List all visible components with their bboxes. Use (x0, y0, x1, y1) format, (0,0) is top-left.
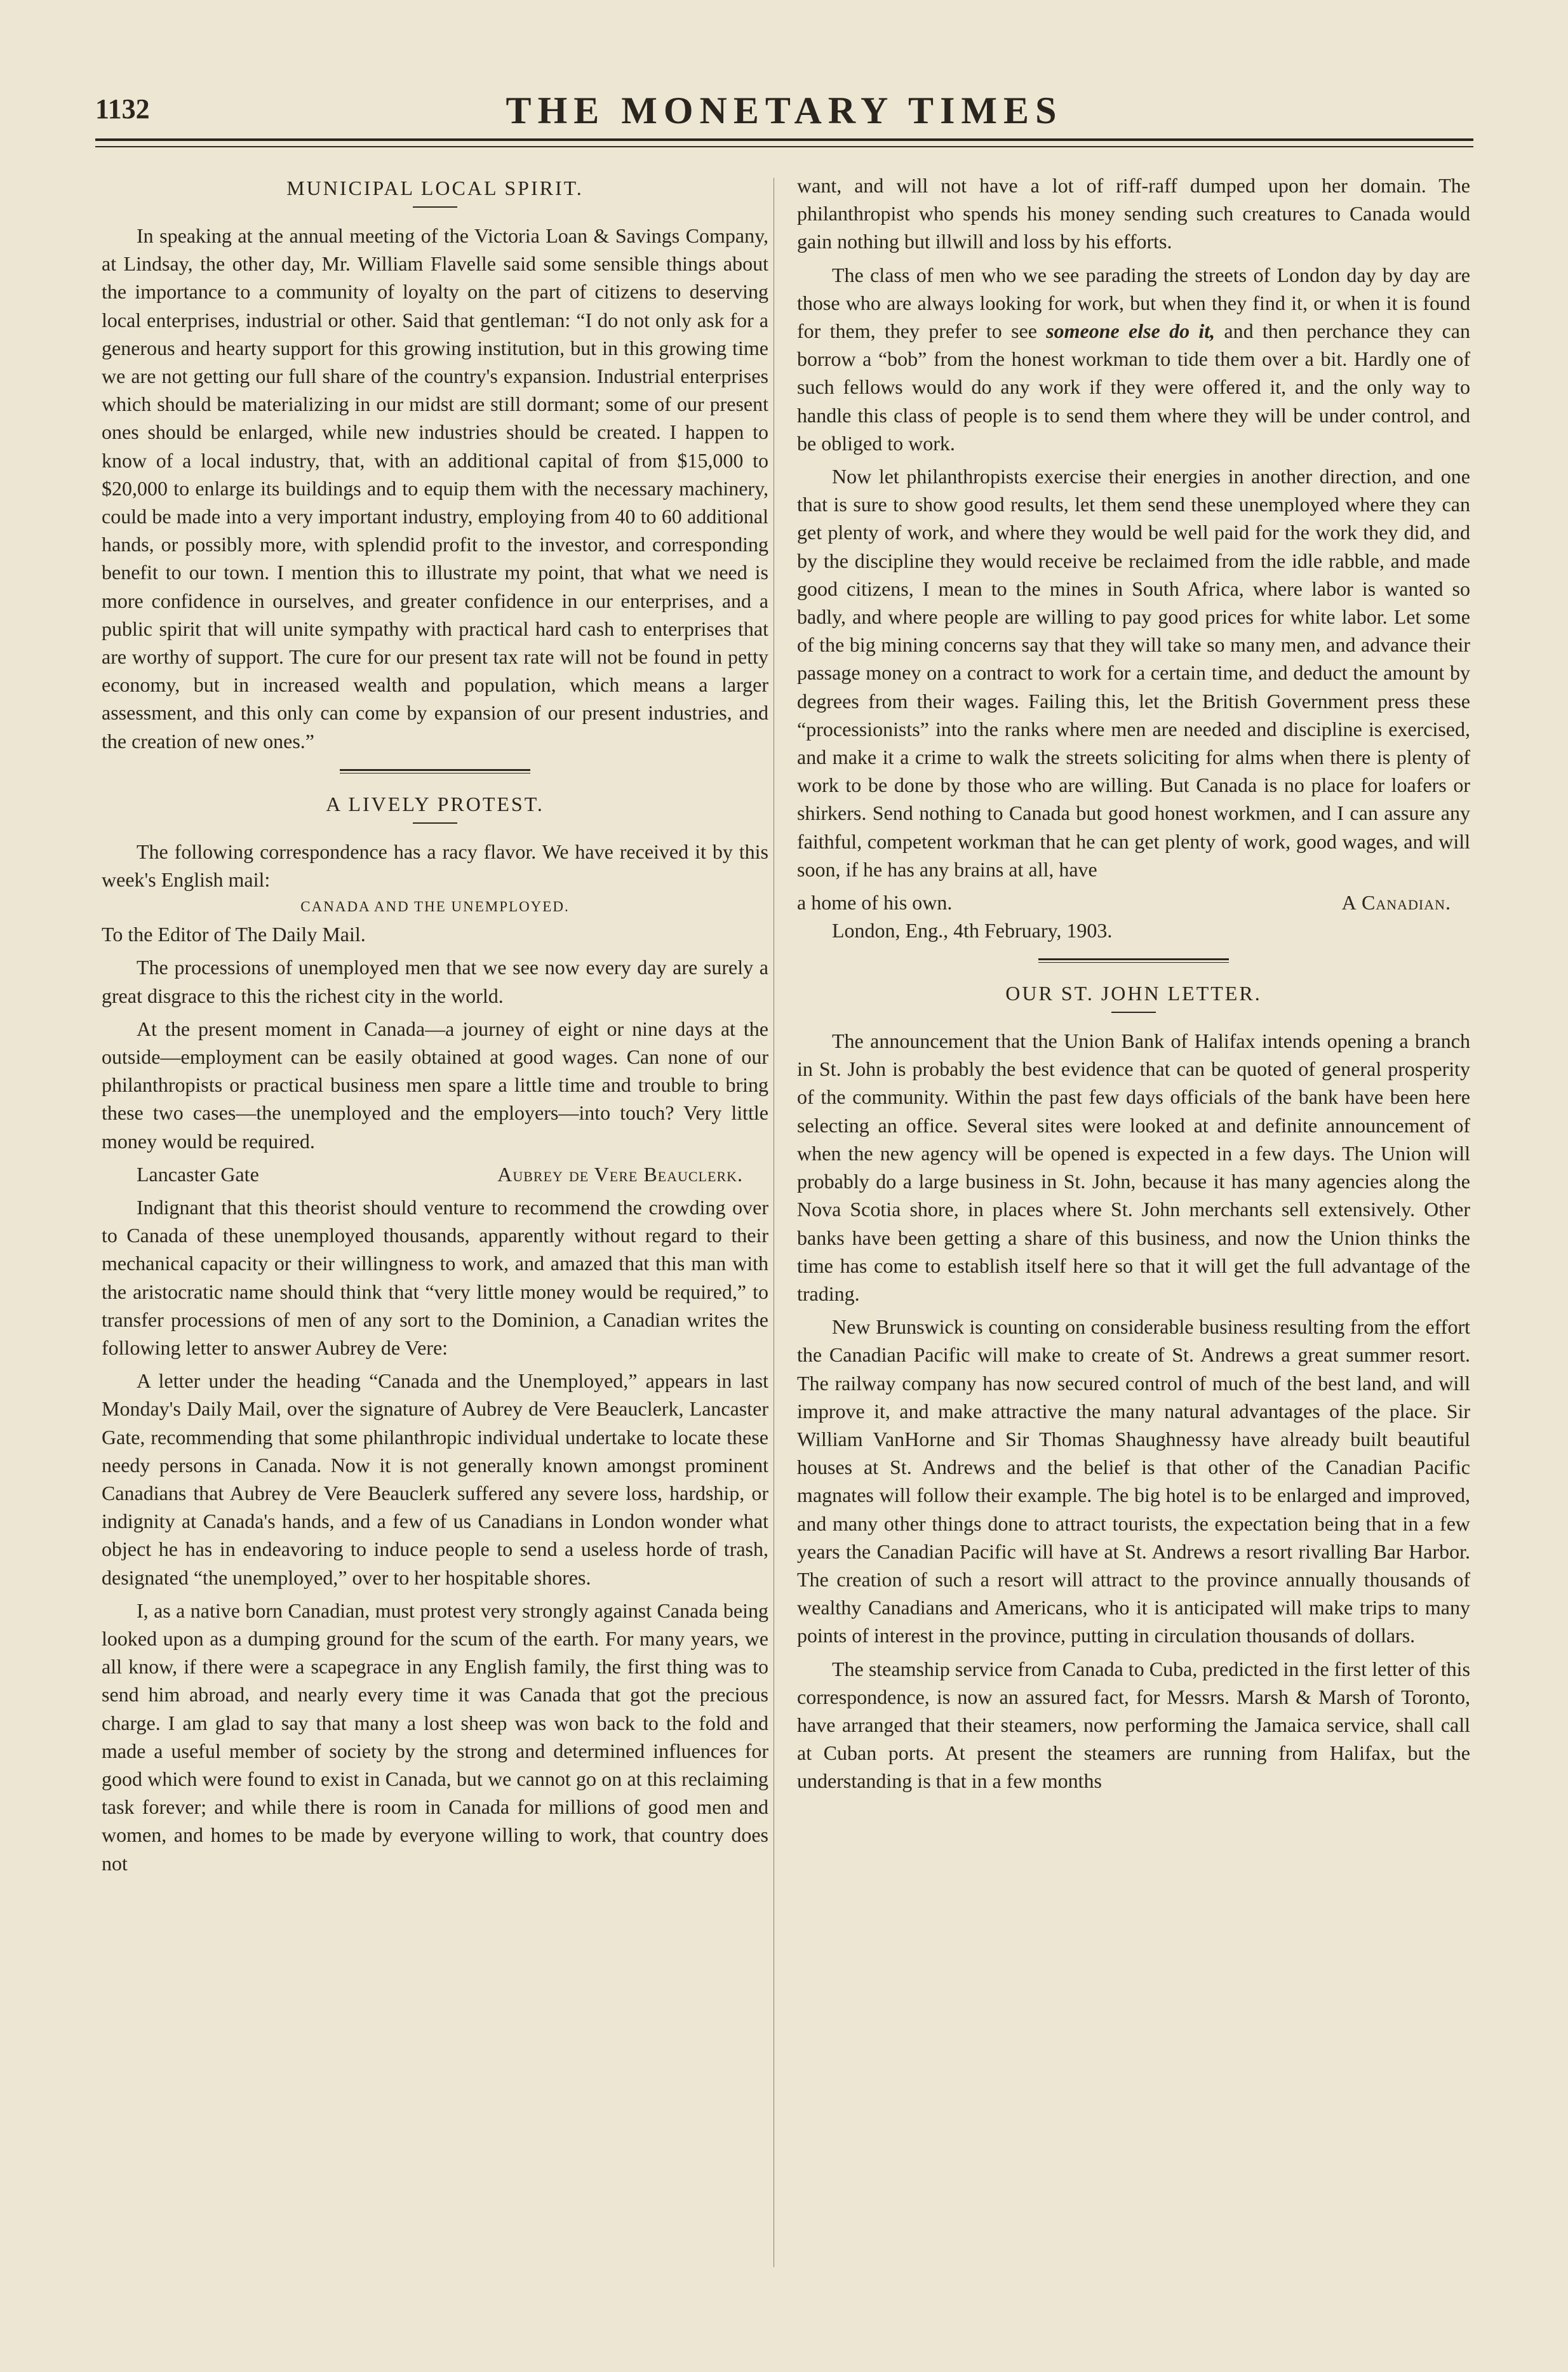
emphasis-text: someone else do it, (1046, 319, 1216, 343)
paragraph-text: and then perchance they can borrow a “bob” from the honest workman to tide them over a bit. Hardly one of such fellows would do any work if they were offered it, and the only way to handle this class of people is to send them where they will be under control, and be obliged to work. (797, 319, 1470, 455)
article-paragraph: Now let philanthropists exercise their energies in another direction, and one that is sure to show good results, let them send these unemployed where they can get plenty of work, and where they would be well paid for the work they did, and by the discipline they would receive be reclaimed from the idle rabble, and made good citizens, I mean to the mines in South Africa, where labor is wanted so badly, and where people are willing to pay good prices for white labor. Let some of the big mining concerns say that they will take so many men, and advance their passage money on a contract to work for a certain time, and deduct the amount by degrees from their wages. Failing this, let the British Government press these “processionists” into the ranks where men are needed and discipline is exercised, and make it a crime to walk the streets soliciting for alms when there is plenty of work to be done by those who are willing. But Canada is no place for loafers or shirkers. Send nothing to Canada but good honest workmen, and I can assure any faithful, competent workman that he can get plenty of work, good wages, and will soon, if he has any brains at all, have (797, 465, 1470, 881)
letter-signature-row (102, 1160, 768, 1188)
heading-rule (413, 822, 457, 824)
article-paragraph: New Brunswick is counting on considerable business resulting from the effort the Canadian Pacific will make to create of St. Andrews a great summer resort. The railway company has now secured control of much of the best land, and will improve it, and make attractive the many natural advantages of the place. Sir William VanHorne and Sir Thomas Shaughnessy have already built beautiful houses at St. Andrews and the belief is that other of the Canadian Pacific magnates will follow their example. The big hotel is to be enlarged and improved, and many other things done to attract tourists, the expectation being that in a few years the Canadian Pacific will have at St. Andrews a resort rivalling Bar Harbor. The creation of such a resort will attract to the province annually thousands of wealthy Canadians and Americans, who it is anticipated will make trips to many points of interest in the province, putting in circulation thousands of dollars. (797, 1315, 1470, 1647)
header-rule-thin (95, 146, 1473, 147)
article-paragraph: The steamship service from Canada to Cuba, predicted in the first letter of this correspondence, is now an assured fact, for Messrs. Marsh & Marsh of Toronto, have arranged that their steamers, now performing the Jamaica service, shall call at Cuban ports. At present the steamers are running from Halifax, but the understanding is that in a few months (797, 1657, 1470, 1793)
article-paragraph: In speaking at the annual meeting of the Victoria Loan & Savings Company, at Lindsay, the other day, Mr. William Flavelle said some sensible things about the importance to a community of loyalty on the part of citizens to deserving local enterprises, industrial or other. Said that gentleman: “I do not only ask for a generous and hearty support for this growing institution, but in this growing time we are not getting our full share of the country's expansion. Industrial enterprises which should be materializing in our midst are still dormant; some of our present ones should be enlarged, while new industries should be created. I happen to know of a local industry, that, with an additional capital of from $15,000 to $20,000 to enlarge its buildings and to equip them with the necessary machinery, could be made into a very important industry, employing from 40 to 60 additional hands, or possibly more, with splendid profit to the investor, and corresponding benefit to our town. I mention this to illustrate my point, that what we need is more confidence in ourselves, and greater confidence in our enterprises, and a public spirit that will unite sympathy with practical hard cash to enterprises that are worthy of support. The cure for our present tax rate will not be found in petty economy, but in increased wealth and population, which means a larger assessment, and this only can come by expansion of our present industries, and the creation of new ones.” (102, 224, 768, 753)
masthead-title: THE MONETARY TIMES (506, 90, 1063, 131)
right-column (797, 171, 1470, 1800)
heading-rule (1111, 1012, 1156, 1013)
letter-salutation: To the Editor of The Daily Mail. (102, 923, 366, 946)
letter-paragraph: At the present moment in Canada—a journey of eight or nine days at the outside—employment can be easily obtained at good wages. Can none of our philanthropists or practical business men spare a little time and trouble to bring these two cases—the unemployed and the employers—into touch? Very little money would be required. (102, 1017, 768, 1153)
article-heading: A LIVELY PROTEST. (326, 792, 544, 815)
letter-subheading: CANADA AND THE UNEMPLOYED. (300, 899, 570, 915)
article-paragraph (797, 261, 1470, 457)
letter-paragraph: The processions of unemployed men that we see now every day are surely a great disgrace to this the richest city in the world. (102, 956, 768, 1007)
article-paragraph: The following correspondence has a racy flavor. We have received it by this week's English mail: (102, 840, 768, 892)
letter-signature: Aubrey de Vere Beauclerk. (497, 1162, 743, 1186)
section-separator (340, 769, 530, 774)
letter-closing-row (797, 888, 1470, 916)
article-heading: MUNICIPAL LOCAL SPIRIT. (286, 177, 584, 199)
paragraph-text: The class of men who we see parading the streets of London day by day are those who are always looking for work, but when they find it, or when it is found for them, they prefer to see (797, 263, 1470, 343)
heading-rule (413, 206, 457, 208)
section-separator (1038, 958, 1229, 963)
article-paragraph: I, as a native born Canadian, must protest very strongly against Canada being looked upon as a dumping ground for the scum of the earth. For many years, we all know, if there were a scapegrace in any English family, the first thing was to send him abroad, and nearly every time it was Canada that got the precious charge. I am glad to say that many a lost sheep was won back to the fold and made a useful member of society by the strong and determined influences for good which were found to exist in Canada, but we cannot go on at this reclaiming task forever; and while there is room in Canada for millions of good men and women, and homes to be made by everyone willing to work, that country does not (102, 1598, 768, 1875)
header-rule (95, 138, 1473, 141)
page-header (95, 89, 1473, 140)
left-column (102, 171, 768, 1882)
letter-place: Lancaster Gate (137, 1162, 259, 1186)
article-paragraph: Indignant that this theorist should venture to recommend the crowding over to Canada of these unemployed thousands, apparently without regard to their mechanical capacity or their willingness to work, and amazed that this man with the aristocratic name should think that “very little money would be required,” to transfer processions of men of any sort to the Dominion, a Canadian writes the following letter to answer Aubrey de Vere: (102, 1195, 768, 1359)
closing-line: a home of his own. (797, 891, 953, 915)
article-paragraph: The announcement that the Union Bank of Halifax intends opening a branch in St. John is probably the best evidence that can be quoted of general prosperity of the community. Within the past few days officials of the bank have been here selecting an office. Several sites were looked at and definite announcement of when the new agency will be opened is expected in a few days. The Union will probably do a large business in St. John, because it has many agencies along the Nova Scotia shore, in places where St. John merchants sell extensively. Other banks have been getting a share of this business, and now the Union thinks the time has come to establish itself here so that it will get the full advantage of the trading. (797, 1029, 1470, 1305)
article-paragraph: want, and will not have a lot of riff-raff dumped upon her domain. The philanthropist who spends his money sending such creatures to Canada would gain nothing but illwill and loss by his efforts. (797, 174, 1470, 253)
article-paragraph: A letter under the heading “Canada and the Unemployed,” appears in last Monday's Daily Mail, over the signature of Aubrey de Vere Beauclerk, Lancaster Gate, recommending that some philanthropic individual undertake to locate these needy persons in Canada. Now it is not generally known amongst prominent Canadians that Aubrey de Vere Beauclerk suffered any severe loss, hardship, or indignity at Canada's hands, and a few of us Canadians in London wonder what object he has in endeavoring to induce people to send a useless horde of trash, designated “the unemployed,” over to her hospitable shores. (102, 1369, 768, 1589)
page-number: 1132 (95, 93, 150, 124)
letter-dateline: London, Eng., 4th February, 1903. (832, 919, 1113, 942)
letter-signature: A Canadian. (1341, 891, 1451, 915)
article-heading: OUR ST. JOHN LETTER. (1005, 982, 1262, 1005)
